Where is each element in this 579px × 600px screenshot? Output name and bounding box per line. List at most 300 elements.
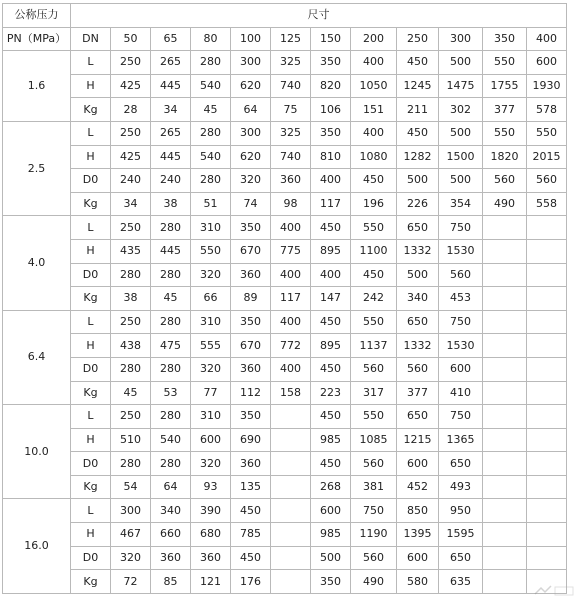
value-cell: 1530 [439,239,483,263]
value-cell: 240 [151,169,191,193]
value-cell: 350 [311,121,351,145]
value-cell: 98 [271,192,311,216]
value-cell: 53 [151,381,191,405]
value-cell: 850 [397,499,439,523]
table-row [3,239,567,263]
value-cell: 280 [151,405,191,429]
value-cell [483,499,527,523]
value-cell: 250 [111,405,151,429]
value-cell: 560 [527,169,567,193]
value-cell: 810 [311,145,351,169]
value-cell: 400 [271,263,311,287]
value-cell [483,239,527,263]
value-cell [527,310,567,334]
value-cell: 550 [351,310,397,334]
value-cell [527,239,567,263]
row-label-cell: Kg [71,475,111,499]
value-cell: 317 [351,381,397,405]
row-label-cell: Kg [71,381,111,405]
value-cell: 226 [397,192,439,216]
table-row [3,523,567,547]
dimension-label: 尺寸 [71,4,567,28]
value-cell: 280 [151,310,191,334]
dn-value-cell: 125 [271,27,311,51]
value-cell [527,357,567,381]
value-cell: 985 [311,428,351,452]
value-cell: 950 [439,499,483,523]
value-cell: 400 [311,169,351,193]
value-cell: 650 [439,452,483,476]
value-cell [271,405,311,429]
table-row [3,51,567,75]
value-cell [271,523,311,547]
value-cell: 240 [111,169,151,193]
table-row [3,546,567,570]
table-row [3,357,567,381]
value-cell: 560 [351,452,397,476]
value-cell: 377 [397,381,439,405]
value-cell: 650 [397,405,439,429]
value-cell: 85 [151,570,191,594]
dn-value-cell: 150 [311,27,351,51]
value-cell: 28 [111,98,151,122]
pressure-class-cell: 2.5 [3,121,71,215]
value-cell: 600 [397,452,439,476]
value-cell: 750 [439,216,483,240]
value-cell [527,216,567,240]
value-cell: 555 [191,334,231,358]
value-cell: 38 [151,192,191,216]
value-cell: 550 [483,121,527,145]
value-cell: 467 [111,523,151,547]
value-cell: 450 [311,357,351,381]
value-cell: 540 [191,74,231,98]
value-cell: 690 [231,428,271,452]
value-cell: 490 [351,570,397,594]
value-cell: 560 [397,357,439,381]
value-cell: 750 [351,499,397,523]
table-row [3,405,567,429]
value-cell: 540 [191,145,231,169]
value-cell [483,523,527,547]
dn-value-cell: 65 [151,27,191,51]
value-cell: 112 [231,381,271,405]
value-cell: 106 [311,98,351,122]
value-cell: 500 [439,51,483,75]
value-cell: 280 [191,169,231,193]
value-cell: 320 [111,546,151,570]
value-cell: 450 [351,263,397,287]
value-cell [271,546,311,570]
value-cell: 450 [397,51,439,75]
dn-value-cell: 100 [231,27,271,51]
value-cell: 438 [111,334,151,358]
value-cell: 350 [231,310,271,334]
value-cell: 400 [271,310,311,334]
table-row [3,263,567,287]
value-cell: 450 [397,121,439,145]
pressure-class-cell: 1.6 [3,51,71,122]
value-cell: 265 [151,121,191,145]
value-cell: 280 [151,216,191,240]
value-cell: 670 [231,334,271,358]
value-cell: 560 [351,546,397,570]
value-cell [483,452,527,476]
value-cell: 560 [351,357,397,381]
value-cell: 550 [527,121,567,145]
value-cell [483,405,527,429]
value-cell: 540 [151,428,191,452]
value-cell [483,381,527,405]
value-cell: 493 [439,475,483,499]
value-cell: 66 [191,287,231,311]
value-cell: 600 [191,428,231,452]
value-cell [527,381,567,405]
value-cell: 400 [351,121,397,145]
value-cell [483,310,527,334]
value-cell: 280 [151,452,191,476]
value-cell: 280 [111,357,151,381]
value-cell [527,428,567,452]
value-cell: 360 [191,546,231,570]
row-label-cell: L [71,310,111,334]
table-row [3,570,567,594]
row-label-cell: Kg [71,287,111,311]
dn-value-cell: 300 [439,27,483,51]
value-cell [527,452,567,476]
value-cell: 45 [191,98,231,122]
value-cell [271,570,311,594]
table-row [3,452,567,476]
value-cell: 325 [271,121,311,145]
value-cell: 550 [351,405,397,429]
value-cell: 1085 [351,428,397,452]
value-cell: 64 [151,475,191,499]
table-row [3,121,567,145]
value-cell: 445 [151,145,191,169]
value-cell: 500 [439,169,483,193]
value-cell: 250 [111,216,151,240]
value-cell: 176 [231,570,271,594]
value-cell: 280 [191,51,231,75]
row-label-cell: H [71,334,111,358]
pressure-class-cell: 6.4 [3,310,71,404]
value-cell: 280 [151,263,191,287]
value-cell: 1282 [397,145,439,169]
value-cell: 147 [311,287,351,311]
value-cell: 450 [351,169,397,193]
watermark-logo [533,584,575,598]
table-row [3,287,567,311]
value-cell: 320 [231,169,271,193]
value-cell: 558 [527,192,567,216]
value-cell: 435 [111,239,151,263]
value-cell [483,428,527,452]
value-cell: 680 [191,523,231,547]
value-cell: 550 [351,216,397,240]
value-cell: 452 [397,475,439,499]
value-cell: 117 [271,287,311,311]
pressure-class-cell: 10.0 [3,405,71,499]
value-cell: 445 [151,74,191,98]
value-cell: 381 [351,475,397,499]
value-cell [527,475,567,499]
value-cell: 1930 [527,74,567,98]
value-cell [483,546,527,570]
value-cell [271,499,311,523]
value-cell [483,570,527,594]
value-cell: 550 [483,51,527,75]
table-row [3,169,567,193]
value-cell: 89 [231,287,271,311]
pressure-class-cell: 4.0 [3,216,71,310]
table-row [3,310,567,334]
value-cell: 1080 [351,145,397,169]
value-cell: 1530 [439,334,483,358]
value-cell [527,523,567,547]
value-cell: 64 [231,98,271,122]
value-cell: 453 [439,287,483,311]
value-cell: 75 [271,98,311,122]
value-cell: 1137 [351,334,397,358]
value-cell: 265 [151,51,191,75]
value-cell: 250 [111,51,151,75]
value-cell: 268 [311,475,351,499]
value-cell [271,452,311,476]
value-cell: 320 [191,263,231,287]
value-cell: 985 [311,523,351,547]
row-label-cell: D0 [71,546,111,570]
value-cell: 1190 [351,523,397,547]
row-label-cell: L [71,499,111,523]
value-cell: 400 [311,263,351,287]
value-cell: 650 [397,216,439,240]
value-cell: 350 [231,405,271,429]
value-cell: 93 [191,475,231,499]
row-label-cell: L [71,51,111,75]
value-cell: 500 [397,263,439,287]
value-cell [527,499,567,523]
value-cell: 350 [311,570,351,594]
value-cell: 410 [439,381,483,405]
value-cell [483,216,527,240]
value-cell: 1100 [351,239,397,263]
value-cell: 51 [191,192,231,216]
row-label-cell: L [71,121,111,145]
value-cell: 1475 [439,74,483,98]
value-cell [527,546,567,570]
value-cell: 360 [271,169,311,193]
value-cell: 1332 [397,239,439,263]
value-cell [483,357,527,381]
dn-label: DN [71,27,111,51]
row-label-cell: H [71,523,111,547]
value-cell: 445 [151,239,191,263]
value-cell: 302 [439,98,483,122]
value-cell: 600 [397,546,439,570]
value-cell: 500 [439,121,483,145]
value-cell: 670 [231,239,271,263]
value-cell: 650 [397,310,439,334]
table-row [3,216,567,240]
value-cell: 450 [311,452,351,476]
dn-value-cell: 200 [351,27,397,51]
value-cell: 1215 [397,428,439,452]
value-cell [271,428,311,452]
table-row [3,475,567,499]
value-cell [527,263,567,287]
value-cell: 390 [191,499,231,523]
value-cell: 300 [231,51,271,75]
value-cell: 450 [231,546,271,570]
value-cell: 635 [439,570,483,594]
row-label-cell: D0 [71,452,111,476]
value-cell: 223 [311,381,351,405]
table-row [3,499,567,523]
value-cell: 250 [111,310,151,334]
value-cell: 34 [111,192,151,216]
value-cell: 600 [439,357,483,381]
value-cell: 377 [483,98,527,122]
value-cell: 490 [483,192,527,216]
value-cell: 38 [111,287,151,311]
value-cell: 135 [231,475,271,499]
table-row [3,74,567,98]
value-cell: 660 [151,523,191,547]
value-cell: 500 [311,546,351,570]
value-cell: 450 [311,405,351,429]
value-cell: 158 [271,381,311,405]
value-cell [271,475,311,499]
value-cell: 425 [111,145,151,169]
value-cell: 820 [311,74,351,98]
value-cell: 510 [111,428,151,452]
table-row [3,334,567,358]
value-cell: 121 [191,570,231,594]
value-cell: 280 [111,263,151,287]
value-cell [483,263,527,287]
value-cell: 560 [483,169,527,193]
value-cell: 310 [191,405,231,429]
row-label-cell: L [71,216,111,240]
value-cell: 117 [311,192,351,216]
table-row [3,98,567,122]
value-cell: 360 [231,452,271,476]
value-cell: 620 [231,74,271,98]
value-cell: 450 [231,499,271,523]
value-cell: 750 [439,310,483,334]
value-cell: 2015 [527,145,567,169]
value-cell: 750 [439,405,483,429]
value-cell: 34 [151,98,191,122]
value-cell: 354 [439,192,483,216]
header-row-1 [3,4,567,28]
value-cell: 450 [311,310,351,334]
value-cell: 350 [231,216,271,240]
value-cell: 400 [271,357,311,381]
value-cell: 620 [231,145,271,169]
value-cell: 280 [191,121,231,145]
value-cell: 550 [191,239,231,263]
value-cell: 1332 [397,334,439,358]
pn-unit-label: PN（MPa） [3,27,71,51]
value-cell: 74 [231,192,271,216]
value-cell: 1595 [439,523,483,547]
value-cell: 280 [151,357,191,381]
row-label-cell: H [71,239,111,263]
row-label-cell: Kg [71,570,111,594]
dn-value-cell: 80 [191,27,231,51]
value-cell: 72 [111,570,151,594]
value-cell: 1820 [483,145,527,169]
dn-value-cell: 400 [527,27,567,51]
value-cell: 740 [271,145,311,169]
value-cell: 196 [351,192,397,216]
table-row [3,428,567,452]
value-cell [483,287,527,311]
value-cell: 578 [527,98,567,122]
value-cell: 895 [311,334,351,358]
dn-value-cell: 250 [397,27,439,51]
value-cell: 211 [397,98,439,122]
value-cell: 1755 [483,74,527,98]
value-cell: 320 [191,452,231,476]
value-cell: 45 [111,381,151,405]
value-cell [483,475,527,499]
value-cell: 650 [439,546,483,570]
value-cell: 350 [311,51,351,75]
value-cell: 1050 [351,74,397,98]
value-cell: 300 [111,499,151,523]
row-label-cell: Kg [71,98,111,122]
table-row [3,145,567,169]
value-cell: 1245 [397,74,439,98]
value-cell: 895 [311,239,351,263]
dn-value-cell: 350 [483,27,527,51]
value-cell: 580 [397,570,439,594]
value-cell [527,287,567,311]
value-cell: 600 [311,499,351,523]
value-cell: 250 [111,121,151,145]
row-label-cell: Kg [71,192,111,216]
value-cell: 360 [231,357,271,381]
value-cell: 242 [351,287,397,311]
dn-value-cell: 50 [111,27,151,51]
value-cell: 151 [351,98,397,122]
row-label-cell: H [71,74,111,98]
row-label-cell: L [71,405,111,429]
row-label-cell: H [71,428,111,452]
value-cell: 325 [271,51,311,75]
pressure-class-cell: 16.0 [3,499,71,593]
value-cell: 45 [151,287,191,311]
value-cell: 340 [397,287,439,311]
row-label-cell: D0 [71,357,111,381]
table-row [3,381,567,405]
value-cell: 320 [191,357,231,381]
value-cell: 1500 [439,145,483,169]
row-label-cell: D0 [71,169,111,193]
row-label-cell: D0 [71,263,111,287]
value-cell: 54 [111,475,151,499]
value-cell: 300 [231,121,271,145]
value-cell: 360 [231,263,271,287]
value-cell: 310 [191,310,231,334]
value-cell: 785 [231,523,271,547]
table-row [3,192,567,216]
row-label-cell: H [71,145,111,169]
value-cell: 560 [439,263,483,287]
